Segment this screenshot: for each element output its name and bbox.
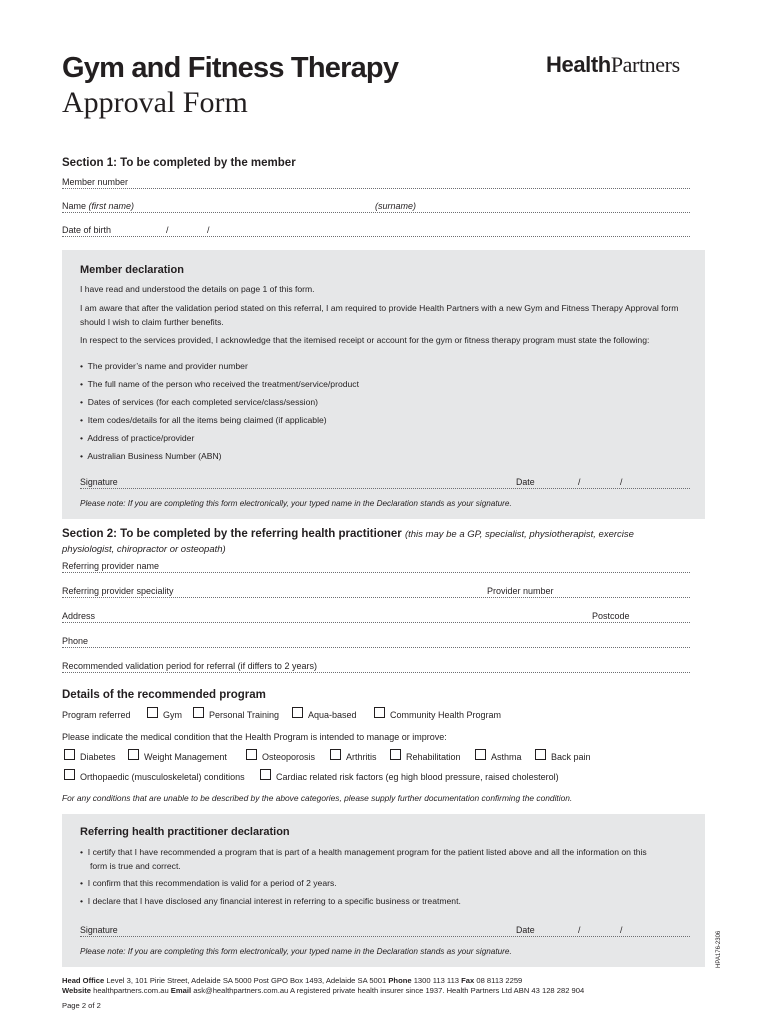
provider-name-label: Referring provider name: [62, 561, 160, 571]
phone-label: Phone: [62, 636, 89, 646]
name-field[interactable]: [62, 201, 690, 213]
date-slash-2: /: [620, 925, 623, 935]
osteoporosis-label: Osteoporosis: [262, 752, 316, 762]
back-pain-checkbox[interactable]: [535, 749, 546, 760]
declaration-bullet: • Dates of services (for each completed service/class/session): [80, 397, 319, 407]
postcode-label: Postcode: [592, 611, 630, 621]
date-of-birth-field[interactable]: [62, 225, 690, 237]
diabetes-checkbox[interactable]: [64, 749, 75, 760]
rehabilitation-checkbox[interactable]: [390, 749, 401, 760]
section1-heading: Section 1: To be completed by the member: [62, 157, 296, 169]
asthma-checkbox[interactable]: [475, 749, 486, 760]
member-declaration-title: Member declaration: [80, 264, 184, 276]
declaration-bullet: • Australian Business Number (ABN): [80, 451, 222, 461]
community-health-program-label: Community Health Program: [390, 710, 502, 720]
practitioner-signature-field[interactable]: [80, 925, 690, 937]
footer-head-office: Head Office Level 3, 101 Pirie Street, Adelaide SA 5000 Post GPO Box 1493, Adelaide SA 5001 Phone 1300 113 113 Fax 08 8113 2259: [62, 976, 523, 985]
member-number-field[interactable]: [62, 177, 690, 189]
health-partners-logo: HealthPartners: [546, 52, 680, 77]
member-declaration-panel: [62, 250, 705, 519]
member-signature-field[interactable]: [80, 477, 690, 489]
cardiac-risk-checkbox[interactable]: [260, 769, 271, 780]
date-label: Date: [516, 925, 535, 935]
cardiac-risk-label: Cardiac related risk factors (eg high blood pressure, raised cholesterol): [276, 772, 559, 782]
program-details-heading: Details of the recommended program: [62, 689, 266, 701]
personal-training-label: Personal Training: [209, 710, 280, 720]
declaration-text-1: I have read and understood the details on page 1 of this form.: [80, 284, 315, 294]
aqua-based-label: Aqua-based: [308, 710, 357, 720]
validation-period-label: Recommended validation period for referral (if differs to 2 years): [62, 661, 317, 671]
date-label: Date: [516, 477, 535, 487]
signature-label: Signature: [80, 925, 118, 935]
orthopaedic-checkbox[interactable]: [64, 769, 75, 780]
date-slash-1: /: [578, 925, 581, 935]
member-declaration-note: Please note: If you are completing this form electronically, your typed name in the Declaration stands as your signature.: [80, 499, 512, 508]
declaration-bullet: • The full name of the person who received the treatment/service/product: [80, 379, 359, 389]
practitioner-bullet: • I declare that I have disclosed any financial interest in referring to a specific business or treatment.: [80, 896, 461, 906]
diabetes-label: Diabetes: [80, 752, 116, 762]
practitioner-bullet: • I confirm that this recommendation is valid for a period of 2 years.: [80, 878, 337, 888]
practitioner-bullet: • I certify that I have recommended a program that is part of a health management program for the patient listed above and all the information on this form is true and correct.: [80, 847, 647, 871]
provider-speciality-label: Referring provider speciality: [62, 586, 174, 596]
form-subtitle: Approval Form: [62, 86, 248, 119]
asthma-label: Asthma: [491, 752, 522, 762]
form-title: Gym and Fitness Therapy: [62, 52, 399, 84]
declaration-bullet: • The provider’s name and provider number: [80, 361, 248, 371]
back-pain-label: Back pain: [551, 752, 591, 762]
declaration-text-3: In respect to the services provided, I acknowledge that the itemised receipt or account for the gym or fitness therapy program must state the following:: [80, 335, 650, 345]
dob-slash-1: /: [166, 225, 169, 235]
name-label: Name (first name): [62, 201, 135, 211]
phone-field[interactable]: [62, 636, 690, 648]
signature-label: Signature: [80, 477, 118, 487]
page-number: Page 2 of 2: [62, 1001, 101, 1010]
gym-label: Gym: [163, 710, 182, 720]
other-conditions-note: For any conditions that are unable to be described by the above categories, please supply further documentation confirming the condition.: [62, 793, 573, 803]
condition-prompt: Please indicate the medical condition that the Health Program is intended to manage or improve:: [62, 732, 447, 742]
declaration-bullet: • Address of practice/provider: [80, 433, 195, 443]
community-health-program-checkbox[interactable]: [374, 707, 385, 718]
gym-checkbox[interactable]: [147, 707, 158, 718]
arthritis-label: Arthritis: [346, 752, 377, 762]
declaration-text-2: I am aware that after the validation period stated on this referral, I am required to provide Health Partners with a new Gym and Fitness Therapy Approval form should I wish to claim further benefits.: [80, 303, 679, 327]
declaration-bullet: • Item codes/details for all the items being claimed (if applicable): [80, 415, 327, 425]
date-slash-2: /: [620, 477, 623, 487]
personal-training-checkbox[interactable]: [193, 707, 204, 718]
dob-label: Date of birth: [62, 225, 112, 235]
surname-label: (surname): [375, 201, 417, 211]
address-label: Address: [62, 611, 96, 621]
date-slash-1: /: [578, 477, 581, 487]
provider-speciality-field[interactable]: [62, 586, 690, 598]
weight-management-label: Weight Management: [144, 752, 227, 762]
aqua-based-checkbox[interactable]: [292, 707, 303, 718]
address-field[interactable]: [62, 611, 690, 623]
practitioner-declaration-note: Please note: If you are completing this form electronically, your typed name in the Declaration stands as your signature.: [80, 947, 512, 956]
section2-heading: Section 2: To be completed by the referring health practitioner (this may be a GP, specialist, physiotherapist, exercise: [62, 528, 634, 540]
validation-period-field[interactable]: [62, 661, 690, 673]
provider-number-label: Provider number: [487, 586, 554, 596]
practitioner-declaration-title: Referring health practitioner declaration: [80, 826, 290, 838]
dob-slash-2: /: [207, 225, 210, 235]
form-code: HPA176-2306: [716, 930, 722, 968]
member-number-label: Member number: [62, 177, 129, 187]
program-referred-label: Program referred: [62, 710, 131, 720]
rehabilitation-label: Rehabilitation: [406, 752, 461, 762]
orthopaedic-label: Orthopaedic (musculoskeletal) conditions: [80, 772, 245, 782]
arthritis-checkbox[interactable]: [330, 749, 341, 760]
osteoporosis-checkbox[interactable]: [246, 749, 257, 760]
footer-contact: Website healthpartners.com.au Email ask@healthpartners.com.au A registered private health insurer since 1937. Health Partners Ltd ABN 43 128 282 904: [62, 986, 585, 995]
practitioner-declaration-panel: [62, 814, 705, 967]
referring-provider-name-field[interactable]: [62, 561, 690, 573]
weight-management-checkbox[interactable]: [128, 749, 139, 760]
section2-heading-note: physiologist, chiropractor or osteopath): [62, 544, 226, 555]
